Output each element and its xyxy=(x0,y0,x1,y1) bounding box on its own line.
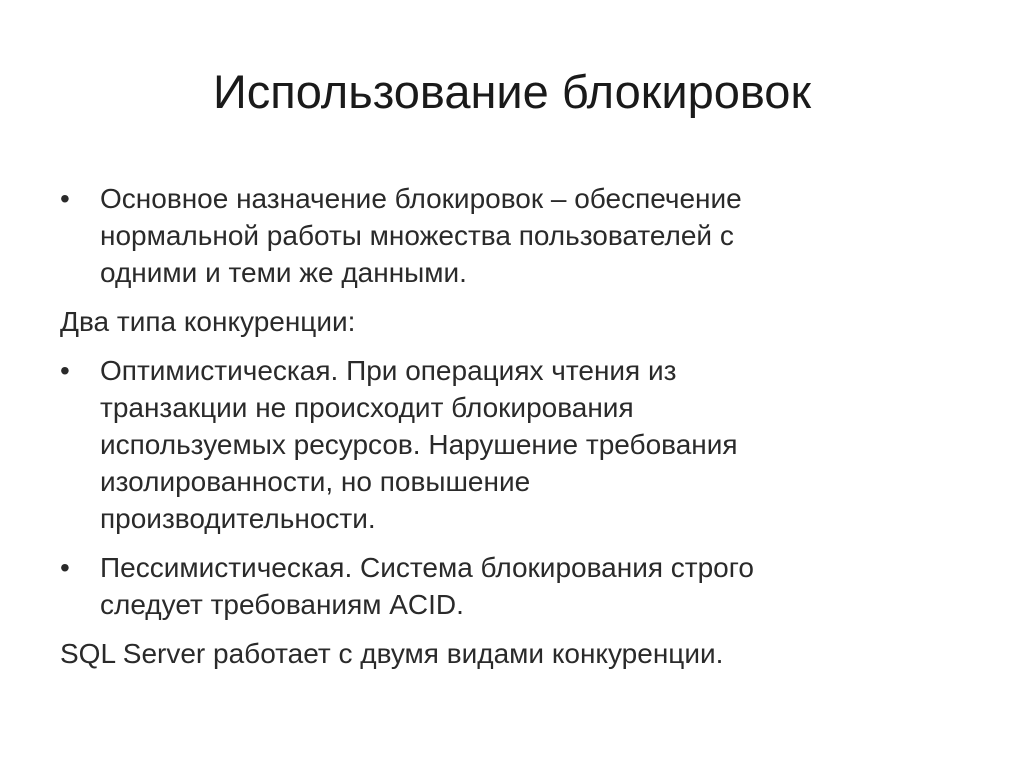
text-line: Два типа конкуренции: xyxy=(60,306,356,337)
text-line: используемых ресурсов. Нарушение требования xyxy=(100,429,738,460)
text-line: производительности. xyxy=(100,503,376,534)
text-line: изолированности, но повышение xyxy=(100,466,531,497)
paragraph-sql-server xyxy=(60,635,960,672)
text-line: Пессимистическая. Система блокирования строго xyxy=(100,552,754,583)
bullet-item-optimistic xyxy=(60,352,960,537)
bullet-dot: • xyxy=(60,183,70,214)
text-line: следует требованиям ACID. xyxy=(100,589,464,620)
bullet-dot: • xyxy=(60,355,70,386)
text-line: нормальной работы множества пользователей с xyxy=(100,220,734,251)
slide-body xyxy=(60,180,960,684)
slide-title: Использование блокировок xyxy=(212,65,812,118)
text-line: одними и теми же данными. xyxy=(100,257,467,288)
text-line: Основное назначение блокировок – обеспечение xyxy=(100,183,742,214)
bullet-dot: • xyxy=(60,552,70,583)
bullet-item-lock-purpose xyxy=(60,180,960,291)
paragraph-concurrency-types xyxy=(60,303,960,340)
text-line: транзакции не происходит блокирования xyxy=(100,392,634,423)
bullet-item-pessimistic xyxy=(60,549,960,623)
text-line: Оптимистическая. При операциях чтения из xyxy=(100,355,677,386)
text-line: SQL Server работает с двумя видами конкуренции. xyxy=(60,638,724,669)
